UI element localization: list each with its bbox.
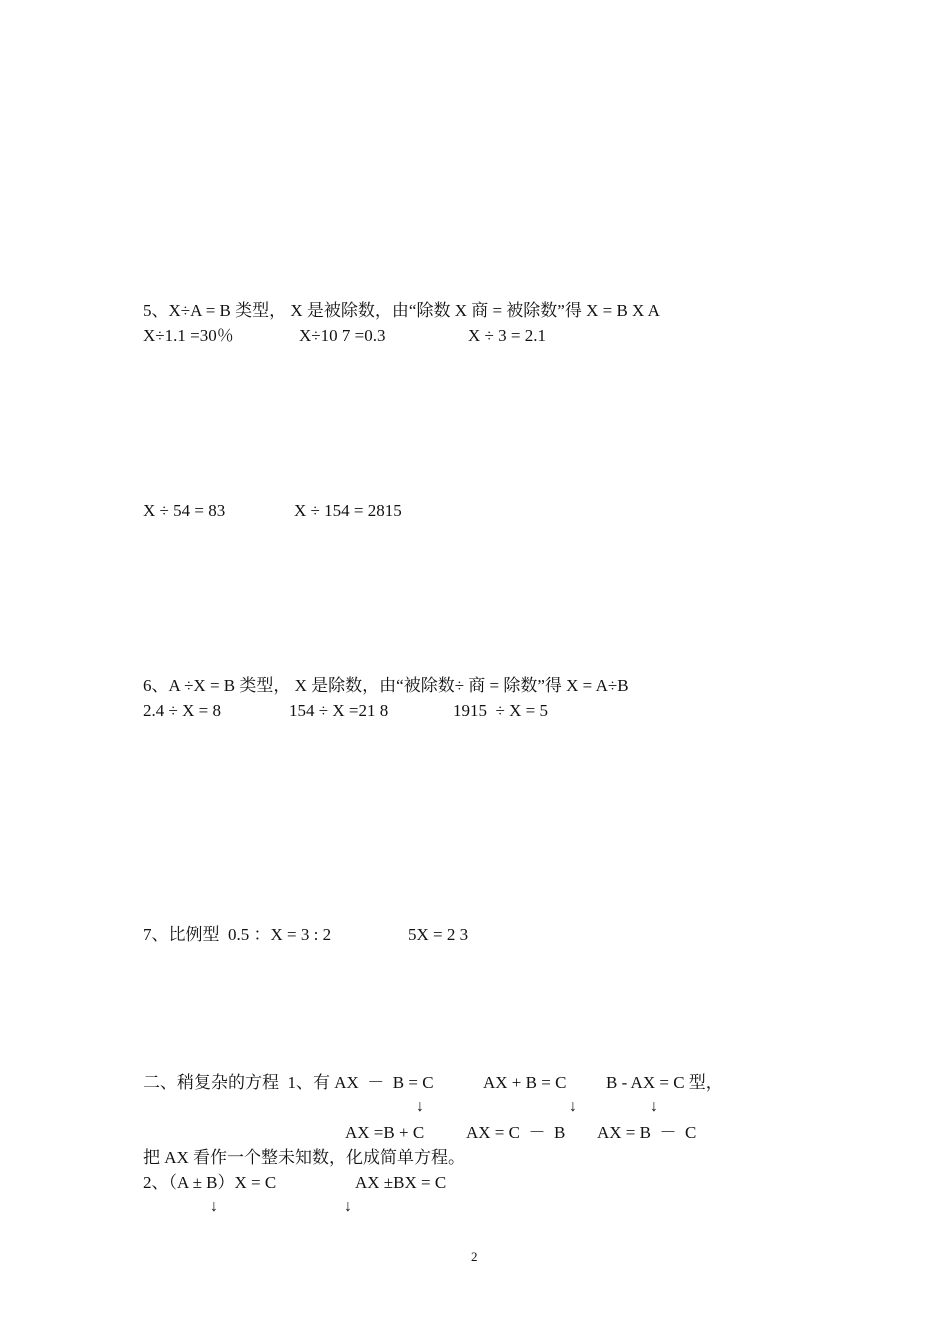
- part-2-question-2b: AX ±BX = C: [355, 1173, 447, 1192]
- section-5-equation-5: X ÷ 154 = 2815: [294, 501, 402, 520]
- section-5-equation-2: X÷10 7 =0.3: [299, 326, 386, 345]
- section-6-equation-3: 1915 ÷ X = 5: [453, 701, 548, 720]
- section-5-equation-1: X÷1.1 =30％: [143, 326, 234, 345]
- down-arrow-icon: ↓: [416, 1098, 424, 1115]
- part-2-question-2: 2、（A ± B）X = C: [143, 1173, 277, 1192]
- section-6-title: 6、A ÷X = B 类型， X 是除数，由“被除数÷ 商 = 除数”得 X = A÷B: [143, 676, 629, 695]
- down-arrow-icon: ↓: [650, 1098, 658, 1115]
- part-2-title: 二、稍复杂的方程 1、有 AX － B = C: [143, 1073, 434, 1092]
- section-6-equation-1: 2.4 ÷ X = 8: [143, 701, 221, 720]
- part-2-note: 把 AX 看作一个整未知数，化成简单方程。: [143, 1148, 466, 1167]
- part-2-result-2: AX = C － B: [466, 1123, 566, 1142]
- part-2-type-3: B - AX = C 型，: [606, 1073, 723, 1092]
- page-number: 2: [471, 1249, 478, 1264]
- down-arrow-icon: ↓: [210, 1198, 218, 1215]
- down-arrow-icon: ↓: [344, 1198, 352, 1215]
- section-5-equation-4: X ÷ 54 = 83: [143, 501, 226, 520]
- section-7-equation-1: 5X = 2 3: [408, 925, 469, 944]
- section-6-equation-2: 154 ÷ X =21 8: [289, 701, 389, 720]
- section-5-title: 5、X÷A = B 类型， X 是被除数，由“除数 X 商 = 被除数”得 X = B X A: [143, 301, 660, 320]
- part-2-type-2: AX + B = C: [483, 1073, 567, 1092]
- part-2-result-3: AX = B － C: [597, 1123, 697, 1142]
- down-arrow-icon: ↓: [569, 1098, 577, 1115]
- section-5-equation-3: X ÷ 3 = 2.1: [468, 326, 546, 345]
- part-2-result-1: AX =B + C: [345, 1123, 425, 1142]
- section-7-title: 7、比例型 0.5 ：X = 3 : 2: [143, 925, 332, 944]
